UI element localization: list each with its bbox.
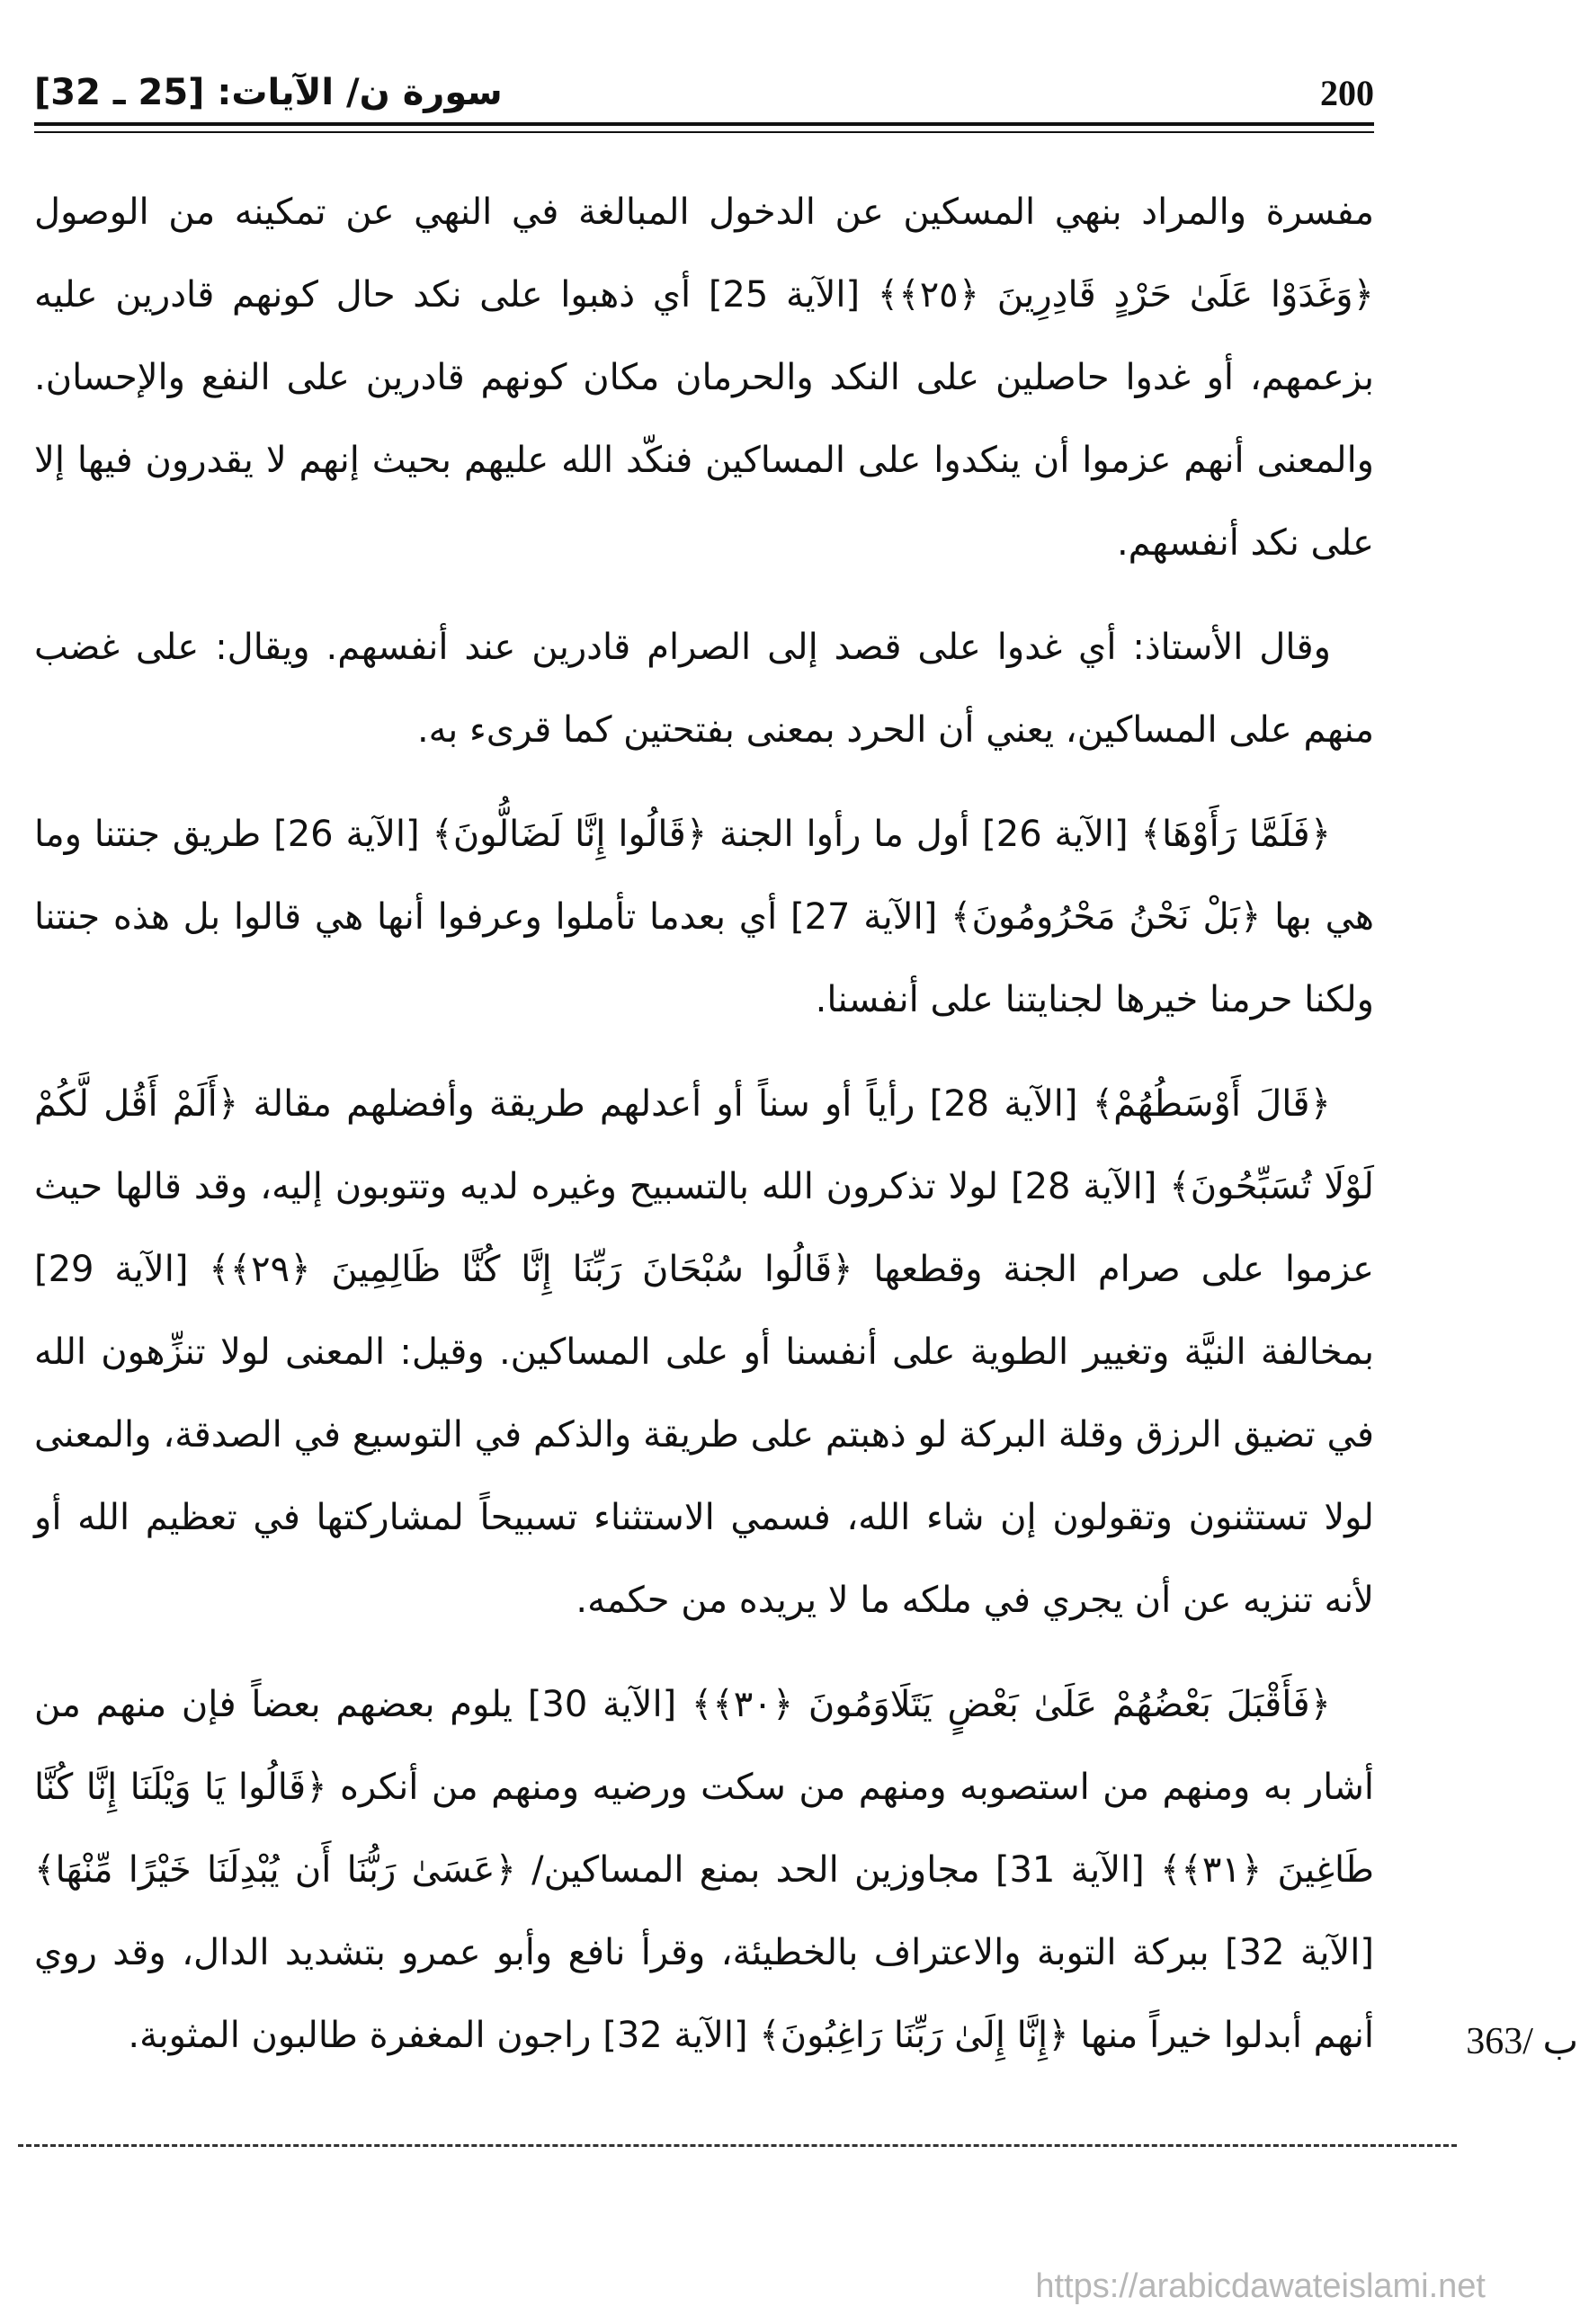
paragraph-1: مفسرة والمراد بنهي المسكين عن الدخول المبالغة في النهي عن تمكينه من الوصول ﴿وَغَدَوْا عَلَىٰ حَرْدٍ قَادِرِينَ ﴿٢٥﴾﴾ [الآية 25] أي ذهبوا على نكد حال كونهم قادرين عليه بزعمهم، أو غدوا حاصلين على النكد والحرمان مكان كونهم قادرين على النفع والإحسان. والمعنى أنهم عزموا أن ينكدوا على المساكين فنكّد الله عليهم بحيث إنهم لا يقدرون فيها إلا على نكد أنفسهم. [34,191,1374,564]
page-header [34,72,1374,117]
paragraph-3: ﴿فَلَمَّا رَأَوْهَا﴾ [الآية 26] أول ما رأوا الجنة ﴿قَالُوا إِنَّا لَضَالُّونَ﴾ [الآية 26] طريق جنتنا وما هي بها ﴿بَلْ نَحْنُ مَحْرُومُونَ﴾ [الآية 27] أي بعدما تأملوا وعرفوا أنها هي قالوا بل هذه جنتنا ولكنا حرمنا خيرها لجنايتنا على أنفسنا. [34,814,1375,1020]
header-rule-thin [34,131,1374,133]
watermark-url: https://arabicdawateislami.net [1035,2267,1486,2305]
paragraph-4: ﴿قَالَ أَوْسَطُهُمْ﴾ [الآية 28] رأياً أو سناً أو أعدلهم طريقة وأفضلهم مقالة ﴿أَلَمْ أَقُل لَّكُمْ لَوْلَا تُسَبِّحُونَ﴾ [الآية 28] لولا تذكرون الله بالتسبيح وغيره لديه وتتوبون إليه، وقد قالها حيث عزموا على صرام الجنة وقطعها ﴿قَالُوا سُبْحَانَ رَبِّنَا إِنَّا كُنَّا ظَالِمِينَ ﴿٢٩﴾﴾ [الآية 29] بمخالفة النيَّة وتغيير الطوية على أنفسنا أو على المساكين. وقيل: المعنى لولا تنزِّهون الله في تضيق الرزق وقلة البركة لو ذهبتم على طريقة والذكم في التوسيع في الصدقة، والمعنى لولا تستثنون وتقولون إن شاء الله، فسمي الاستثناء تسبيحاً لمشاركتها في تعظيم الله أو لأنه تنزيه عن أن يجري في ملكه ما لا يريده من حكمه. [34,1083,1374,1621]
scan-dashed-line [18,2144,1457,2147]
page-number: 200 [1320,73,1374,113]
header-rule-thick [34,122,1374,126]
surah-title: سورة ن/ الآيات: [25 ـ 32] [34,72,503,113]
paragraph-5: ﴿فَأَقْبَلَ بَعْضُهُمْ عَلَىٰ بَعْضٍ يَتَلَاوَمُونَ ﴿٣٠﴾﴾ [الآية 30] يلوم بعضهم بعضاً فإن منهم من أشار به ومنهم من استصوبه ومنهم من سكت ورضيه ومنهم من أنكره ﴿قَالُوا يَا وَيْلَنَا إِنَّا كُنَّا طَاغِينَ ﴿٣١﴾﴾ [الآية 31] مجاوزين الحد بمنع المساكين/ ﴿عَسَىٰ رَبُّنَا أَن يُبْدِلَنَا خَيْرًا مِّنْهَا﴾ [الآية 32] ببركة التوبة والاعتراف بالخطيئة، وقرأ نافع وأبو عمرو بتشديد الدال، وقد روي أنهم أبدلوا خيراً منها ﴿إِنَّا إِلَىٰ رَبِّنَا رَاغِبُونَ﴾ [الآية 32] راجون المغفرة طالبون المثوبة. [34,1684,1375,2056]
page-body [34,171,1374,2098]
manuscript-folio-note: 363/ ب [1466,2021,1578,2062]
paragraph-2: وقال الأستاذ: أي غدوا على قصد إلى الصرام قادرين عند أنفسهم. ويقال: على غضب منهم على المساكين، يعني أن الحرد بمعنى بفتحتين كما قرىء به. [34,627,1374,751]
